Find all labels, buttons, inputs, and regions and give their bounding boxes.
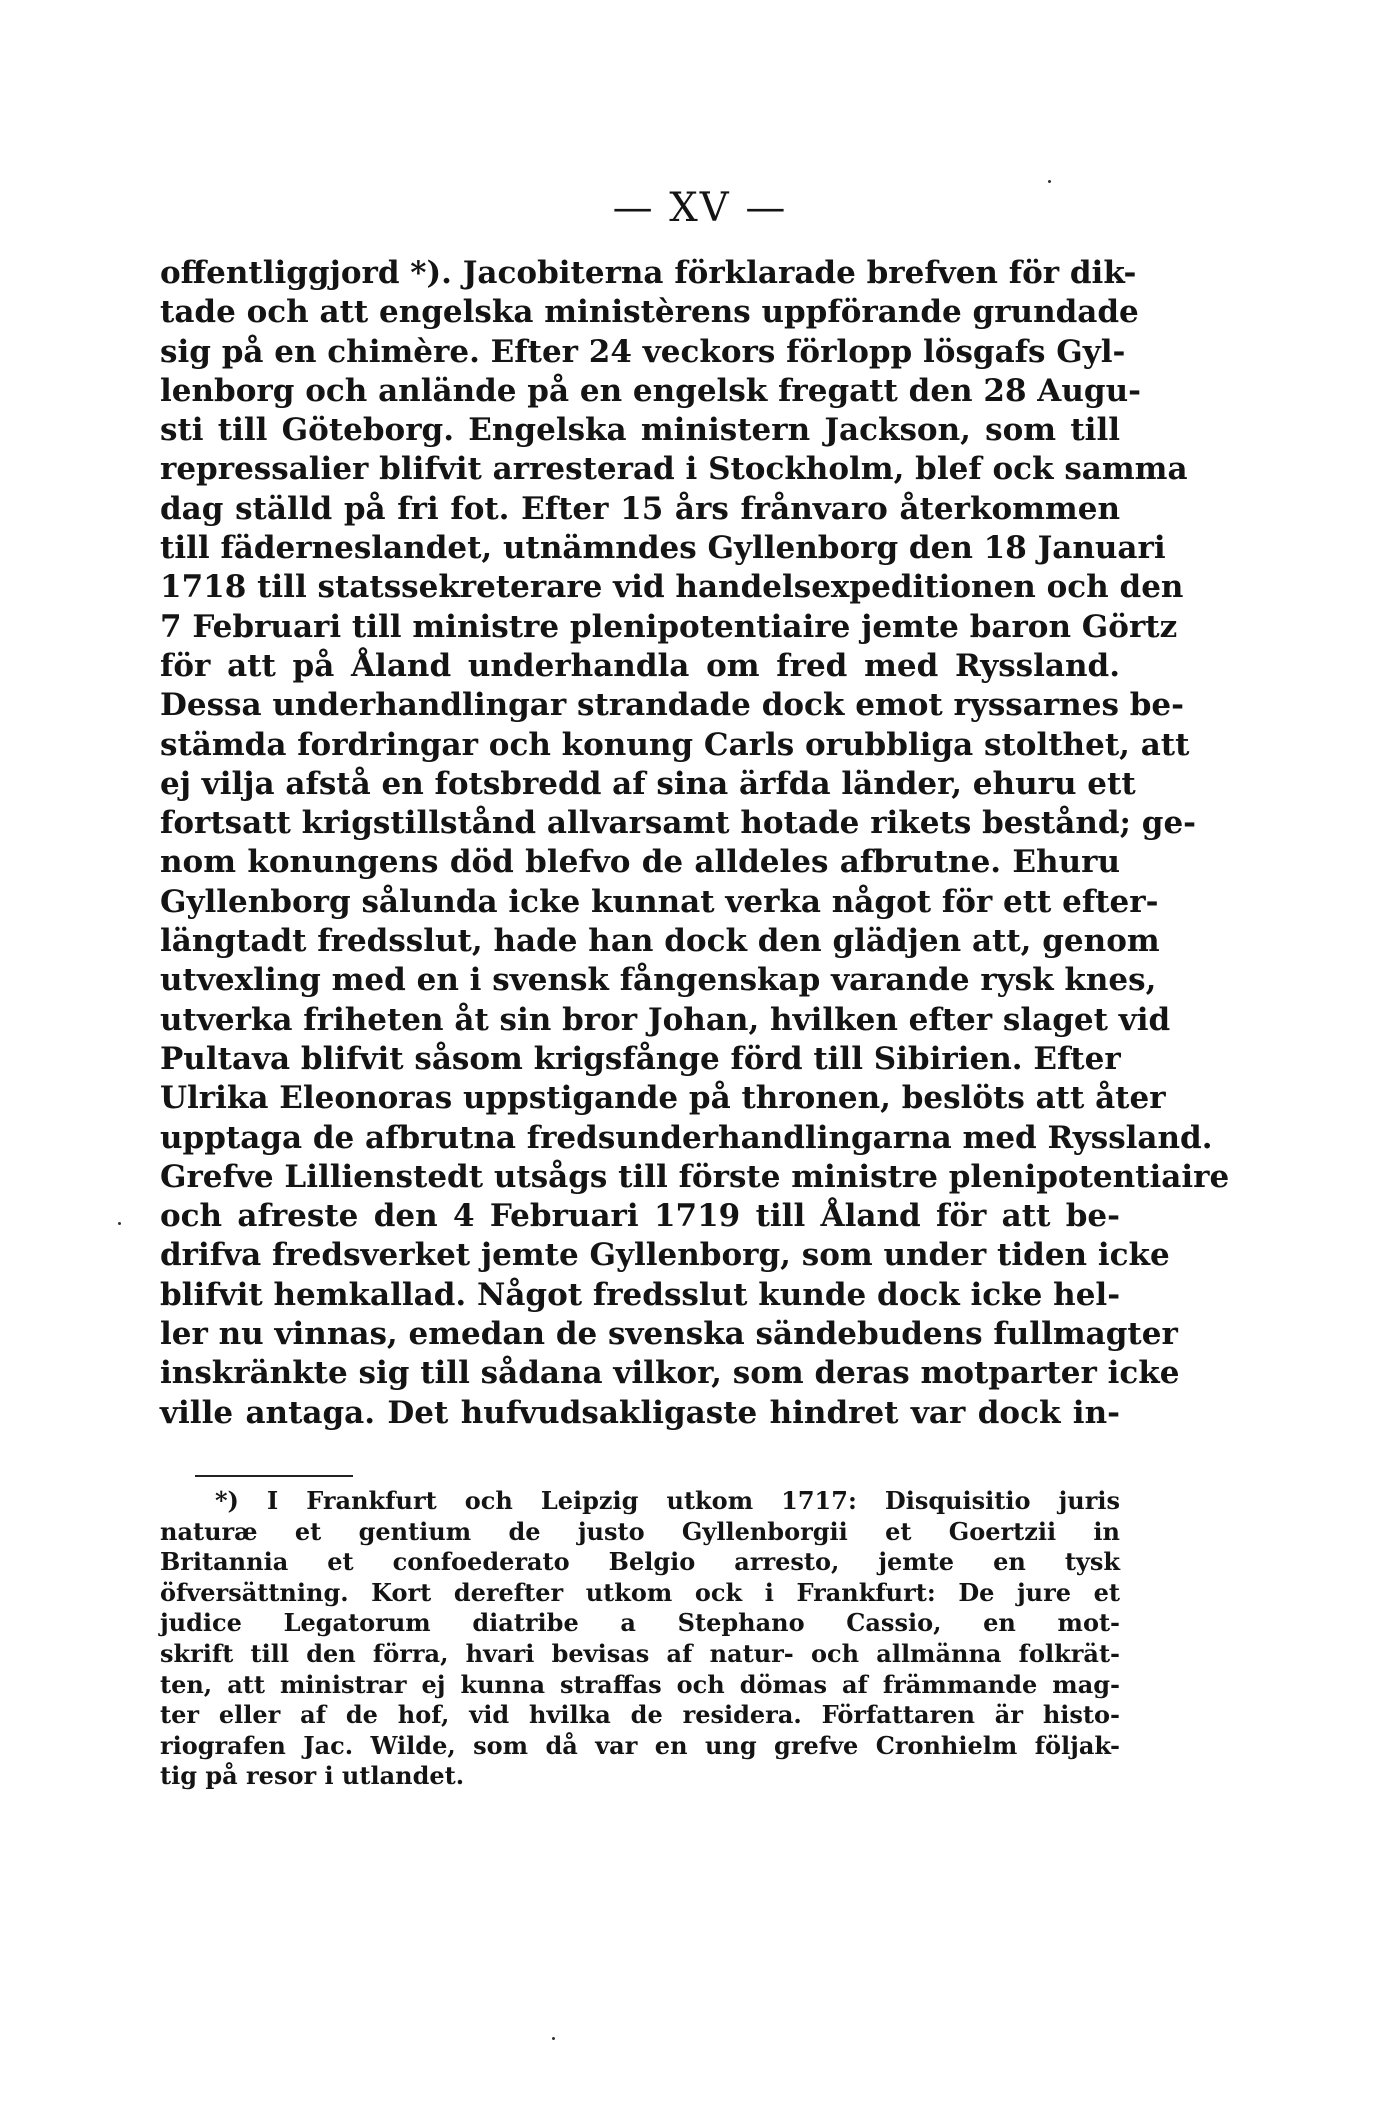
text-line: ville antaga. Det hufvudsakligaste hindret var dock in- bbox=[160, 1394, 1120, 1431]
footnote-line: tig på resor i utlandet. bbox=[160, 1761, 465, 1791]
paper-speck bbox=[118, 1222, 121, 1225]
text-line: sig på en chimère. Efter 24 veckors förlopp lösgafs Gyl- bbox=[160, 333, 1126, 370]
text-line: drifva fredsverket jemte Gyllenborg, som under tiden icke bbox=[160, 1237, 1170, 1274]
text-line: 7 Februari till ministre plenipotentiaire jemte baron Görtz bbox=[160, 608, 1178, 645]
footnote-line: ten, att ministrar ej kunna straffas och dömas af främmande mag- bbox=[160, 1669, 1120, 1699]
text-line: för att på Åland underhandla om fred med Ryssland. bbox=[160, 647, 1120, 684]
text-line: Gyllenborg sålunda icke kunnat verka något för ett efter- bbox=[160, 883, 1159, 920]
text-line: Ulrika Eleonoras uppstigande på thronen, beslöts att åter bbox=[160, 1080, 1166, 1117]
text-line: tade och att engelska ministèrens uppförande grundade bbox=[160, 294, 1139, 331]
text-line: Pultava blifvit såsom krigsfånge förd till Sibirien. Efter bbox=[160, 1040, 1121, 1077]
text-line: dag ställd på fri fot. Efter 15 års frånvaro återkommen bbox=[160, 490, 1120, 527]
text-line: blifvit hemkallad. Något fredsslut kunde dock icke hel- bbox=[160, 1276, 1121, 1313]
text-line: nom konungens död blefvo de alldeles afbrutne. Ehuru bbox=[160, 844, 1120, 881]
paper-speck bbox=[1048, 180, 1051, 183]
paper-speck bbox=[552, 2037, 555, 2040]
footnote-divider bbox=[195, 1475, 353, 1477]
footnote-line: judice Legatorum diatribe a Stephano Cassio, en mot- bbox=[160, 1608, 1120, 1638]
footnote-line: *) I Frankfurt och Leipzig utkom 1717: Disquisitio juris bbox=[215, 1486, 1120, 1515]
footnote-line: riografen Jac. Wilde, som då var en ung grefve Cronhielm följak- bbox=[160, 1730, 1120, 1760]
text-line: ler nu vinnas, emedan de svenska sändebudens fullmagter bbox=[160, 1316, 1178, 1353]
text-line: inskränkte sig till sådana vilkor, som deras motparter icke bbox=[160, 1355, 1180, 1392]
text-line: lenborg och anlände på en engelsk fregatt den 28 Augu- bbox=[160, 372, 1141, 409]
text-line: till fäderneslandet, utnämndes Gyllenborg den 18 Januari bbox=[160, 530, 1166, 567]
footnote bbox=[160, 1486, 1120, 1792]
footnote-line: skrift till den förra, hvari bevisas af natur- och allmänna folkrät- bbox=[160, 1638, 1120, 1668]
text-line: repressalier blifvit arresterad i Stockholm, blef ock samma bbox=[160, 451, 1188, 488]
text-line: längtadt fredsslut, hade han dock den glädjen att, genom bbox=[160, 923, 1160, 960]
footnote-line: ter eller af de hof, vid hvilka de residera. Författaren är histo- bbox=[160, 1700, 1120, 1730]
text-line: 1718 till statssekreterare vid handelsexpeditionen och den bbox=[160, 569, 1184, 606]
text-line: och afreste den 4 Februari 1719 till Åland för att be- bbox=[160, 1198, 1120, 1235]
text-line: utvexling med en i svensk fångenskap varande rysk knes, bbox=[160, 962, 1157, 999]
page-number: — XV — bbox=[612, 185, 788, 231]
text-line: ej vilja afstå en fotsbredd af sina ärfda länder, ehuru ett bbox=[160, 765, 1136, 802]
text-line: Dessa underhandlingar strandade dock emot ryssarnes be- bbox=[160, 687, 1184, 724]
footnote-line: öfversättning. Kort derefter utkom ock i Frankfurt: De jure et bbox=[160, 1577, 1120, 1607]
text-line: upptaga de afbrutna fredsunderhandlingarna med Ryssland. bbox=[160, 1119, 1213, 1156]
text-line: fortsatt krigstillstånd allvarsamt hotade rikets bestånd; ge- bbox=[160, 805, 1197, 842]
text-line: sti till Göteborg. Engelska ministern Jackson, som till bbox=[160, 412, 1120, 449]
footnote-line: Britannia et confoederato Belgio arresto, jemte en tysk bbox=[160, 1547, 1120, 1577]
footnote-line: naturæ et gentium de justo Gyllenborgii et Goertzii in bbox=[160, 1516, 1120, 1546]
text-line: stämda fordringar och konung Carls orubbliga stolthet, att bbox=[160, 726, 1190, 763]
main-text bbox=[160, 254, 1230, 1433]
text-line: offentliggjord *). Jacobiterna förklarade brefven för dik- bbox=[160, 255, 1137, 291]
text-line: Grefve Lillienstedt utsågs till förste ministre plenipotentiaire bbox=[160, 1158, 1230, 1195]
text-line: utverka friheten åt sin bror Johan, hvilken efter slaget vid bbox=[160, 1001, 1171, 1038]
